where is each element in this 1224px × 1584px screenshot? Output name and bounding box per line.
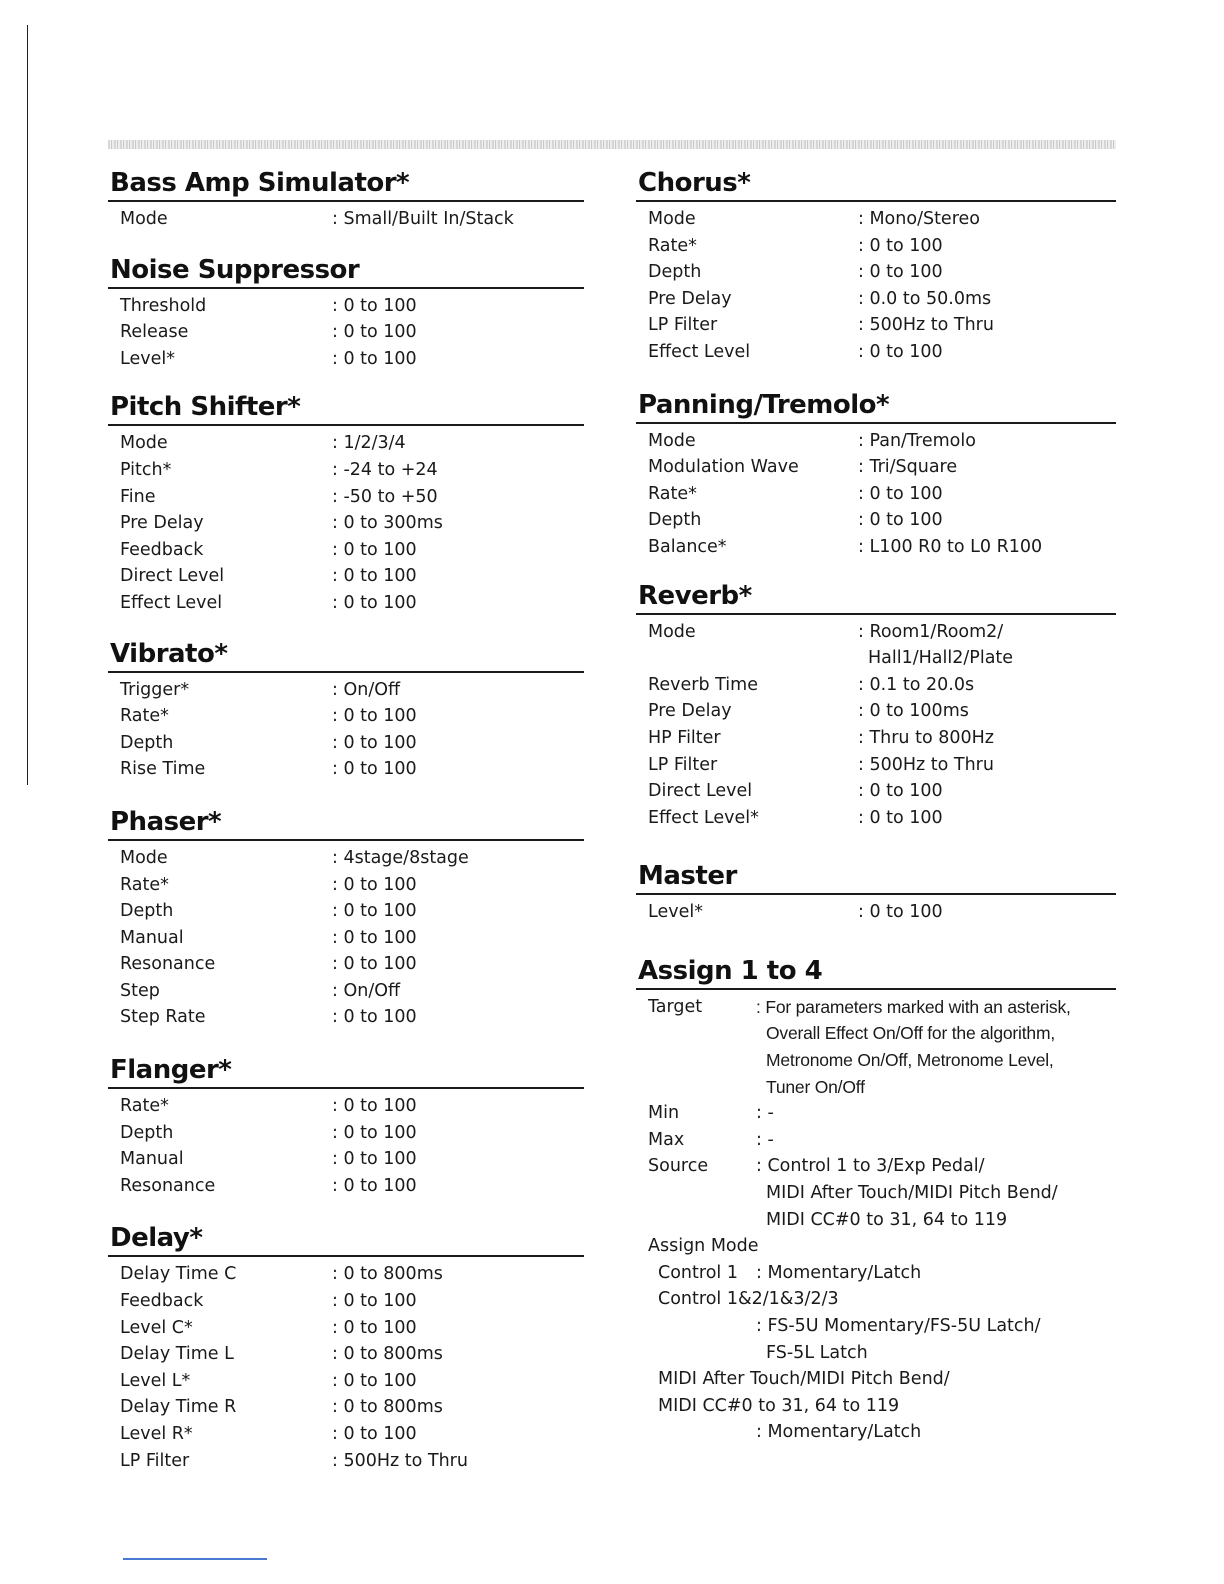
param-value: : 0 to 100	[858, 341, 943, 362]
param-value: : On/Off	[332, 980, 401, 1001]
param-row	[108, 677, 584, 704]
param-value: : 500Hz to Thru	[332, 1450, 468, 1471]
param-label: LP Filter	[648, 754, 718, 775]
left-column	[108, 166, 584, 1474]
section-title: Phaser*	[108, 805, 584, 841]
param-label: Step Rate	[120, 1007, 206, 1028]
param-value: FS-5L Latch	[766, 1342, 868, 1363]
param-label: Level C*	[120, 1317, 193, 1338]
param-row	[636, 899, 1116, 926]
param-row	[636, 1366, 1116, 1393]
section-title: Chorus*	[636, 166, 1116, 202]
param-value: : 0 to 100	[332, 1370, 417, 1391]
param-row	[636, 428, 1116, 455]
param-value: : FS-5U Momentary/FS-5U Latch/	[756, 1316, 1041, 1336]
param-row	[636, 233, 1116, 260]
param-label: Delay Time L	[120, 1344, 234, 1365]
param-value: : -	[756, 1129, 774, 1150]
param-label: Resonance	[120, 1175, 216, 1196]
param-value: : 0 to 100ms	[858, 701, 969, 722]
param-label: Pitch*	[120, 459, 172, 480]
param-label: Step	[120, 980, 160, 1001]
param-label: Depth	[648, 262, 702, 283]
param-row	[636, 339, 1116, 366]
param-row	[108, 510, 584, 537]
param-label: Assign Mode	[648, 1236, 759, 1257]
param-label: Level L*	[120, 1370, 191, 1391]
param-value: : 0 to 100	[332, 348, 417, 369]
section-title: Flanger*	[108, 1053, 584, 1089]
param-value: : On/Off	[332, 679, 401, 700]
param-label: MIDI CC#0 to 31, 64 to 119	[658, 1395, 900, 1416]
param-label: Level*	[120, 348, 175, 369]
section-pitch-shifter	[108, 390, 584, 616]
param-row	[636, 1260, 1116, 1287]
param-label: Feedback	[120, 539, 204, 560]
param-label: Mode	[120, 847, 168, 868]
param-row	[636, 725, 1116, 752]
param-value: : 0 to 100	[332, 1317, 417, 1338]
param-label: Manual	[120, 1149, 184, 1170]
param-value: : 0 to 100	[332, 1096, 417, 1117]
section-title: Reverb*	[636, 579, 1116, 615]
param-label: Feedback	[120, 1291, 204, 1312]
param-row	[636, 1047, 1116, 1074]
param-row	[108, 1093, 584, 1120]
param-label: LP Filter	[648, 315, 718, 336]
param-value: : Room1/Room2/	[858, 621, 1004, 642]
param-row	[636, 994, 1116, 1021]
param-value: : Mono/Stereo	[858, 209, 980, 229]
param-value: : Thru to 800Hz	[858, 727, 994, 748]
param-label: Mode	[120, 433, 168, 454]
param-value: : 0 to 100	[332, 732, 417, 753]
param-row	[636, 1393, 1116, 1420]
param-value: : 0 to 300ms	[332, 513, 443, 534]
param-label: HP Filter	[648, 727, 721, 748]
section-title: Vibrato*	[108, 637, 584, 673]
param-value: Hall1/Hall2/Plate	[868, 648, 1014, 669]
param-row	[108, 845, 584, 872]
param-label: Manual	[120, 927, 184, 948]
param-row	[636, 1180, 1116, 1207]
param-label: Rise Time	[120, 759, 206, 780]
section-title: Bass Amp Simulator*	[108, 166, 584, 202]
param-label: Mode	[648, 209, 696, 229]
page-binding-line	[27, 25, 28, 785]
param-row	[108, 730, 584, 757]
section-noise-suppressor	[108, 253, 584, 373]
param-value: : 0 to 800ms	[332, 1344, 443, 1365]
param-value: : 0.0 to 50.0ms	[858, 288, 992, 309]
section-title: Assign 1 to 4	[636, 954, 1116, 990]
param-row	[108, 563, 584, 590]
param-label: Mode	[648, 430, 696, 451]
param-label: Fine	[120, 486, 156, 507]
param-row	[108, 756, 584, 783]
param-label: Depth	[120, 732, 174, 753]
param-row	[636, 286, 1116, 313]
param-value: : Tri/Square	[858, 457, 958, 478]
param-label: Mode	[120, 209, 168, 229]
param-label: Max	[648, 1129, 685, 1150]
param-value: : 0 to 800ms	[332, 1264, 443, 1285]
param-row	[108, 1146, 584, 1173]
param-label: Trigger*	[120, 679, 190, 700]
param-row	[636, 481, 1116, 508]
param-row	[108, 346, 584, 373]
param-label: Pre Delay	[648, 288, 732, 309]
param-row	[108, 951, 584, 978]
param-value: : 0 to 100	[332, 592, 417, 613]
param-value: : 500Hz to Thru	[858, 754, 994, 775]
param-value: : 0 to 100	[332, 1291, 417, 1312]
param-label: Depth	[120, 1122, 174, 1143]
param-label: Rate*	[648, 483, 697, 504]
param-value: : L100 R0 to L0 R100	[858, 536, 1043, 557]
param-label: Control 1&2/1&3/2/3	[658, 1289, 839, 1310]
param-row	[108, 1173, 584, 1200]
param-value: : 0 to 100	[332, 1007, 417, 1028]
param-row	[636, 1313, 1116, 1340]
param-value: : 0 to 100	[332, 1122, 417, 1143]
param-value: : 0 to 100	[858, 510, 943, 531]
param-row	[636, 1233, 1116, 1260]
param-label: MIDI After Touch/MIDI Pitch Bend/	[658, 1369, 950, 1390]
param-label: LP Filter	[120, 1450, 190, 1471]
param-label: Level R*	[120, 1424, 193, 1444]
param-value: : 0 to 100	[332, 927, 417, 948]
param-row	[636, 1340, 1116, 1367]
param-label: Mode	[648, 621, 696, 642]
param-value: Overall Effect On/Off for the algorithm,	[766, 1023, 1055, 1044]
param-label: Release	[120, 322, 189, 343]
right-column	[636, 166, 1116, 1446]
param-value: : 0 to 800ms	[332, 1397, 443, 1418]
param-row	[636, 1100, 1116, 1127]
param-value: : 0 to 100	[332, 1149, 417, 1170]
param-row	[108, 1261, 584, 1288]
param-label: Pre Delay	[648, 701, 732, 722]
section-title: Delay*	[108, 1221, 584, 1257]
param-row	[108, 1004, 584, 1031]
param-value: : 0 to 100	[332, 566, 417, 587]
param-row	[108, 293, 584, 320]
param-value: : 0 to 100	[332, 954, 417, 975]
param-value: : 0.1 to 20.0s	[858, 674, 975, 695]
param-value: : 0 to 100	[332, 1424, 417, 1444]
param-row	[108, 1368, 584, 1395]
param-row	[108, 1394, 584, 1421]
section-title: Noise Suppressor	[108, 253, 584, 289]
param-label: Direct Level	[648, 781, 753, 802]
param-label: Reverb Time	[648, 674, 758, 695]
param-row	[108, 206, 584, 233]
param-row	[636, 619, 1116, 646]
param-label: Rate*	[648, 235, 697, 256]
param-label: Rate*	[120, 706, 169, 727]
section-assign-1-to-4	[636, 954, 1116, 1446]
param-row	[108, 703, 584, 730]
section-delay	[108, 1221, 584, 1474]
param-label: Depth	[120, 901, 174, 922]
section-title: Pitch Shifter*	[108, 390, 584, 426]
param-label: Min	[648, 1103, 680, 1124]
section-reverb	[636, 579, 1116, 832]
section-phaser	[108, 805, 584, 1031]
param-value: : For parameters marked with an asterisk,	[756, 996, 1071, 1017]
param-value: : 0 to 100	[858, 483, 943, 504]
param-row	[636, 778, 1116, 805]
param-value: : 0 to 100	[858, 807, 943, 828]
param-value: : -50 to +50	[332, 486, 438, 507]
param-label: Rate*	[120, 874, 169, 895]
param-value: : Momentary/Latch	[756, 1262, 922, 1283]
param-label: Control 1	[658, 1262, 738, 1283]
param-label: Modulation Wave	[648, 457, 799, 478]
param-label: Delay Time C	[120, 1264, 237, 1285]
param-value: : 500Hz to Thru	[858, 315, 994, 336]
param-value: : 0 to 100	[858, 902, 943, 923]
param-value: : 0 to 100	[332, 539, 417, 560]
param-row	[636, 206, 1116, 233]
param-value: : 0 to 100	[858, 235, 943, 256]
section-title: Master	[636, 859, 1116, 895]
section-vibrato	[108, 637, 584, 783]
param-row	[636, 259, 1116, 286]
param-value: : 0 to 100	[858, 262, 943, 283]
param-row	[108, 1315, 584, 1342]
section-flanger	[108, 1053, 584, 1199]
param-label: Delay Time R	[120, 1397, 237, 1418]
param-row	[108, 1421, 584, 1448]
param-value: : 0 to 100	[332, 1175, 417, 1196]
param-row	[636, 805, 1116, 832]
param-row	[636, 672, 1116, 699]
param-row	[636, 454, 1116, 481]
param-row	[108, 1120, 584, 1147]
param-value: : 1/2/3/4	[332, 433, 406, 454]
param-value: : 0 to 100	[332, 759, 417, 780]
section-chorus	[636, 166, 1116, 366]
param-value: : 0 to 100	[332, 901, 417, 922]
param-value: : -	[756, 1103, 774, 1124]
param-row	[636, 1419, 1116, 1446]
footer-rule	[123, 1558, 267, 1560]
param-value: : 0 to 100	[332, 874, 417, 895]
param-value: : 0 to 100	[332, 322, 417, 343]
param-row	[108, 898, 584, 925]
section-title: Panning/Tremolo*	[636, 388, 1116, 424]
param-value: : -24 to +24	[332, 459, 438, 480]
param-row	[108, 457, 584, 484]
param-row	[636, 698, 1116, 725]
param-row	[636, 507, 1116, 534]
param-label: Rate*	[120, 1096, 169, 1117]
param-label: Effect Level	[648, 341, 751, 362]
param-label: Balance*	[648, 536, 727, 557]
param-label: Effect Level	[120, 592, 223, 613]
param-label: Source	[648, 1156, 709, 1177]
header-band	[108, 140, 1116, 149]
section-bass-amp-simulator	[108, 166, 584, 233]
param-row	[108, 590, 584, 617]
param-row	[108, 978, 584, 1005]
param-value: : Pan/Tremolo	[858, 430, 976, 451]
param-row	[636, 1020, 1116, 1047]
param-value: Metronome On/Off, Metronome Level,	[766, 1050, 1054, 1071]
param-row	[636, 534, 1116, 561]
param-label: Depth	[648, 510, 702, 531]
param-label: Threshold	[120, 295, 207, 316]
param-row	[108, 319, 584, 346]
param-value: MIDI CC#0 to 31, 64 to 119	[766, 1209, 1008, 1230]
param-row	[636, 645, 1116, 672]
param-label: Level*	[648, 902, 703, 923]
param-row	[108, 484, 584, 511]
param-value: : 0 to 100	[332, 295, 417, 316]
param-label: Direct Level	[120, 566, 225, 587]
param-value: : 0 to 100	[332, 706, 417, 727]
param-row	[108, 925, 584, 952]
param-value: : 0 to 100	[858, 781, 943, 802]
param-row	[108, 872, 584, 899]
param-row	[636, 312, 1116, 339]
param-value: MIDI After Touch/MIDI Pitch Bend/	[766, 1183, 1058, 1204]
param-row	[636, 1207, 1116, 1234]
param-row	[108, 537, 584, 564]
param-row	[108, 430, 584, 457]
param-label: Target	[648, 996, 703, 1017]
param-row	[636, 1127, 1116, 1154]
param-row	[636, 752, 1116, 779]
param-row	[636, 1286, 1116, 1313]
section-master	[636, 859, 1116, 926]
param-value: : Control 1 to 3/Exp Pedal/	[756, 1156, 985, 1177]
param-value: : Small/Built In/Stack	[332, 209, 514, 229]
param-label: Resonance	[120, 954, 216, 975]
param-value: Tuner On/Off	[766, 1076, 865, 1097]
param-label: Pre Delay	[120, 513, 204, 534]
section-panning-tremolo	[636, 388, 1116, 561]
param-row	[108, 1288, 584, 1315]
param-row	[108, 1341, 584, 1368]
param-value: : Momentary/Latch	[756, 1422, 922, 1443]
param-row	[636, 1074, 1116, 1101]
param-label: Effect Level*	[648, 807, 759, 828]
param-row	[108, 1448, 584, 1475]
param-value: : 4stage/8stage	[332, 847, 469, 868]
param-row	[636, 1153, 1116, 1180]
